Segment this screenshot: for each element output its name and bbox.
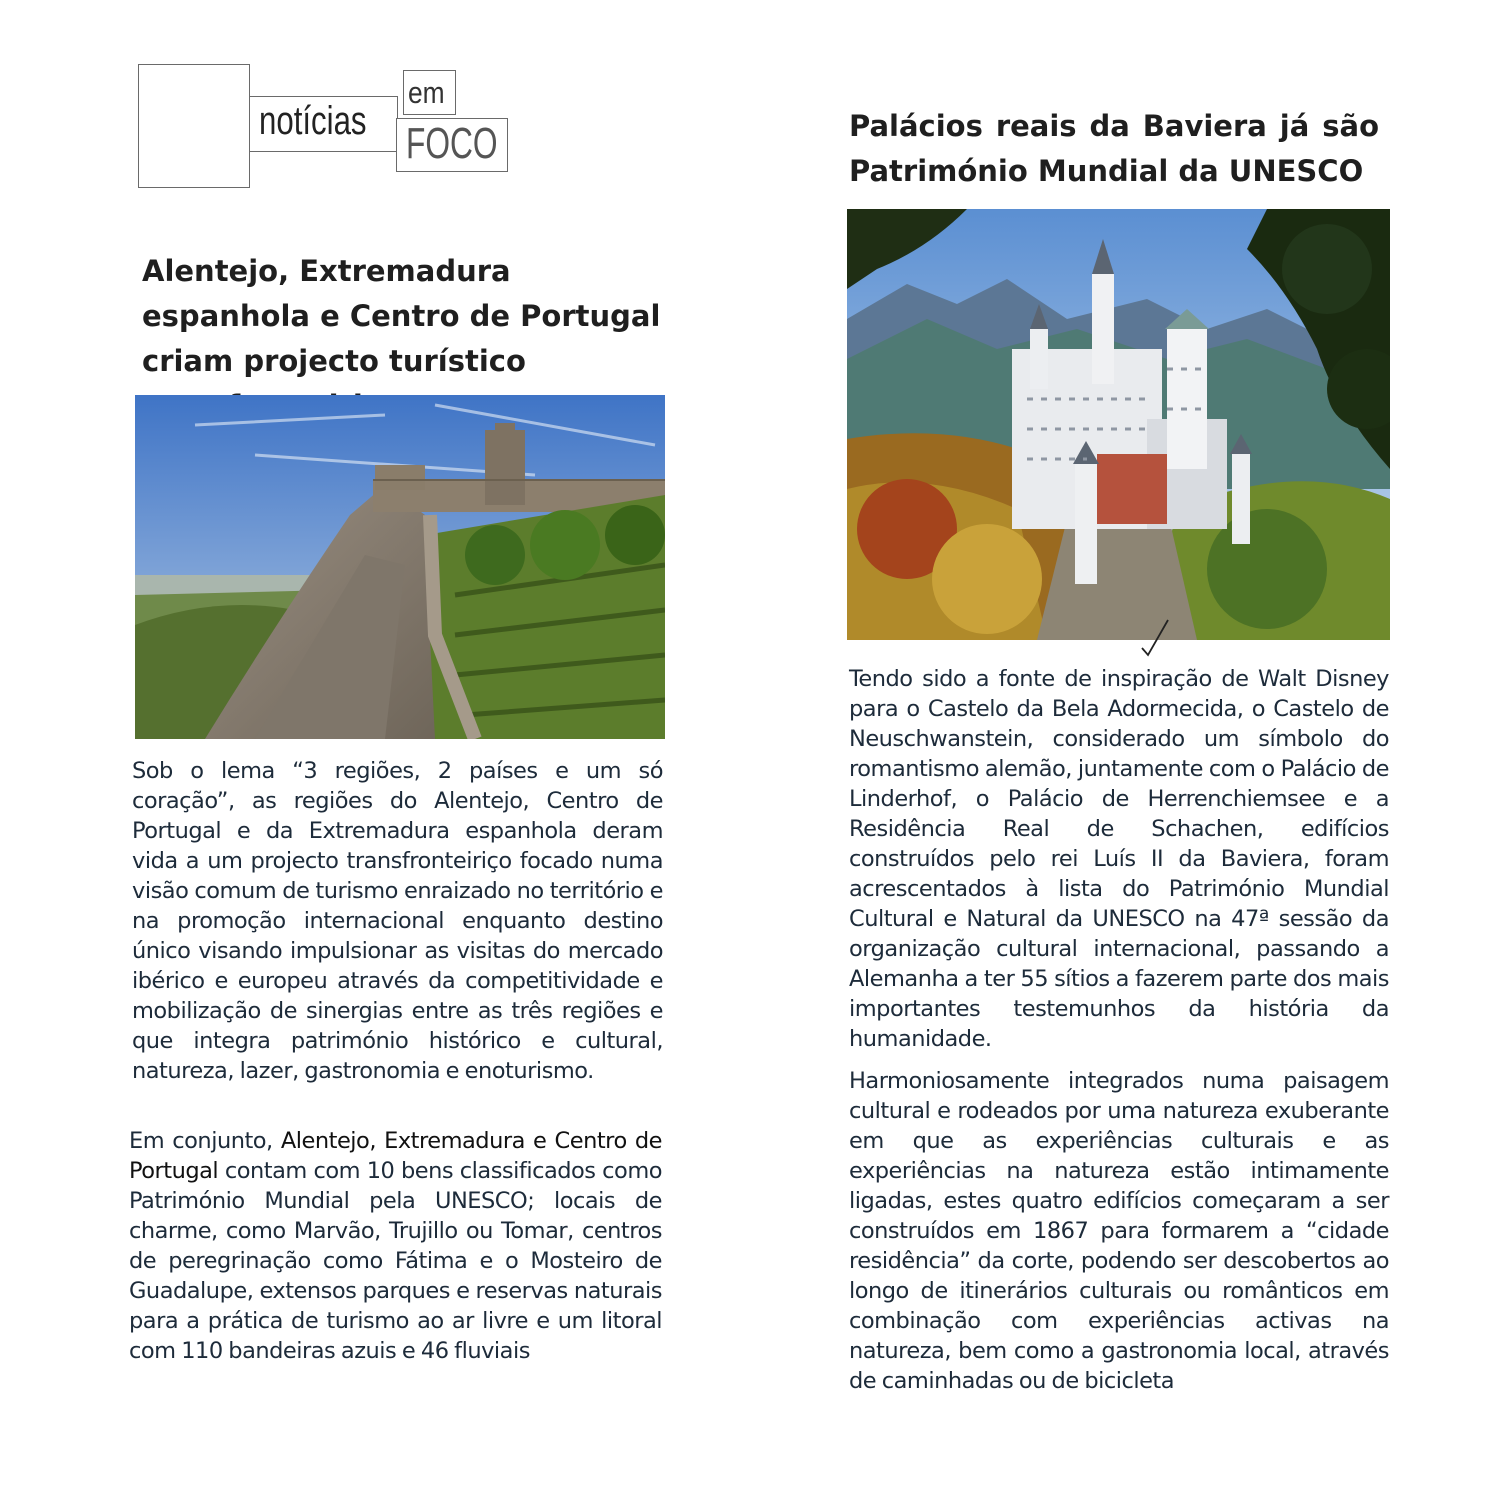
right-article-paragraph-2: Harmoniosamente integrados numa paisagem cultural e rodeados por uma natureza exuberante em que as experiências culturais e as experiências na natureza estão intimamente ligadas, estes quatro edifícios começaram a ser construídos em 1867 para formarem a “cidade residência” da corte, podendo ser descobertos ao longo de itinerários culturais ou românticos em combinação com experiências activas na natureza, bem como a gastronomia local, através de caminhadas ou de bicicleta	[849, 1068, 1389, 1394]
check-mark-icon	[1140, 618, 1170, 658]
logo-word-foco: FOCO	[406, 119, 498, 168]
left-article-paragraph-2	[129, 1126, 662, 1366]
left-paragraph-2-rest: contam com 10 bens classificados como Património Mundial pela UNESCO; locais de charme, como Marvão, Trujillo ou Tomar, centros de peregrinação como Fátima e o Mosteiro de Guadalupe, extensos parques e reservas naturais para a prática de turismo ao ar livre e um litoral com 110 bandeiras azuis e 46 fluviais	[129, 1158, 662, 1364]
left-article-paragraph-1: Sob o lema “3 regiões, 2 países e um só coração”, as regiões do Alentejo, Centro de Portugal e da Extremadura espanhola deram vida a um projecto transfronteiriço focado numa visão comum de turismo enraizado no território e na promoção internacional enquanto destino único visando impulsionar as visitas do mercado ibérico e europeu através da competitividade e mobilização de sinergias entre as três regiões e que integra património histórico e cultural, natureza, lazer, gastronomia e enoturismo.	[132, 758, 663, 1084]
logo-word-em: em	[408, 75, 445, 110]
right-article-headline: Palácios reais da Baviera já são Património Mundial da UNESCO	[849, 109, 1379, 188]
left-paragraph-2-highlight: Alentejo, Extremadura e Centro de Portugal	[129, 1128, 662, 1184]
right-article-paragraph-1: Tendo sido a fonte de inspiração de Walt Disney para o Castelo da Bela Adormecida, o Castelo de Neuschwanstein, considerado um símbolo do romantismo alemão, juntamente com o Palácio de Linderhof, o Palácio de Herrenchiemsee e a Residência Real de Schachen, edifícios construídos pelo rei Luís II da Baviera, foram acrescentados à lista do Património Mundial Cultural e Natural da UNESCO na 47ª sessão da organização cultural internacional, passando a Alemanha a ter 55 sítios a fazerem parte dos mais importantes testemunhos da história da humanidade.	[849, 666, 1389, 1052]
logo-box-large	[138, 64, 250, 188]
logo-word-noticias: notícias	[259, 99, 367, 143]
neuschwanstein-castle-photo	[847, 209, 1390, 640]
marvao-castle-photo	[135, 395, 665, 739]
left-article-headline: Alentejo, Extremadura espanhola e Centro de Portugal criam projecto turístico	[142, 254, 661, 378]
left-paragraph-2-lead: Em conjunto,	[129, 1128, 273, 1154]
